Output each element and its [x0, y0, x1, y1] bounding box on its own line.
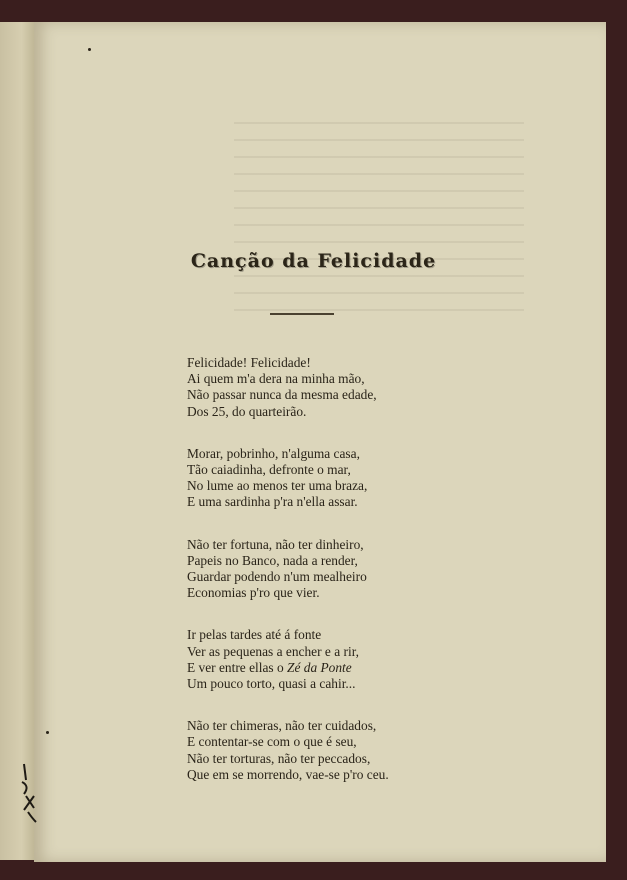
title-divider [270, 313, 334, 315]
poem-line: E uma sardinha p'ra n'ella assar. [187, 494, 358, 510]
poem-line: Ai quem m'a dera na minha mão, [187, 371, 365, 387]
italic-name: Zé da Ponte [287, 659, 352, 675]
poem-line: Não ter torturas, não ter peccados, [187, 750, 371, 766]
poem-line: E contentar-se com o que é seu, [187, 734, 357, 750]
stanza-5 [187, 718, 447, 783]
poem-line: Não ter chimeras, não ter cuidados, [187, 718, 377, 734]
margin-ink-mark [18, 760, 44, 824]
poem-line-with-name [187, 660, 447, 676]
poem-line: No lume ao menos ter uma braza, [187, 478, 368, 494]
poem-line: Guardar podendo n'um mealheiro [187, 569, 367, 585]
poem-title: Canção da Felicidade [190, 250, 437, 272]
stanza-2 [187, 446, 447, 511]
poem-line: Não passar nunca da mesma edade, [187, 387, 377, 403]
poem-line: Que em se morrendo, vae-se p'ro ceu. [187, 766, 389, 782]
left-page-edge [0, 22, 36, 860]
poem-line: Dos 25, do quarteirão. [187, 403, 307, 419]
poem-line: Papeis no Banco, nada a render, [187, 552, 358, 568]
ink-speck [46, 731, 49, 734]
stanza-1 [187, 355, 447, 420]
bleed-through-text [234, 122, 524, 322]
poem-line: Um pouco torto, quasi a cahir... [187, 676, 356, 692]
poem-line: Ir pelas tardes até á fonte [187, 627, 322, 643]
poem-body [187, 355, 447, 809]
poem-line-prefix: E ver entre ellas o [187, 659, 288, 675]
ink-scribble-icon [18, 760, 44, 824]
stanza-4 [187, 627, 447, 692]
poem-line: Economias p'ro que vier. [187, 585, 320, 601]
poem-line: Morar, pobrinho, n'alguma casa, [187, 445, 360, 461]
poem-line: Ver as pequenas a encher e a rir, [187, 643, 359, 659]
ink-speck [88, 48, 91, 51]
stanza-3 [187, 537, 447, 602]
poem-line: Tão caiadinha, defronte o mar, [187, 462, 351, 478]
poem-line: Não ter fortuna, não ter dinheiro, [187, 536, 364, 552]
poem-line: Felicidade! Felicidade! [187, 355, 311, 370]
